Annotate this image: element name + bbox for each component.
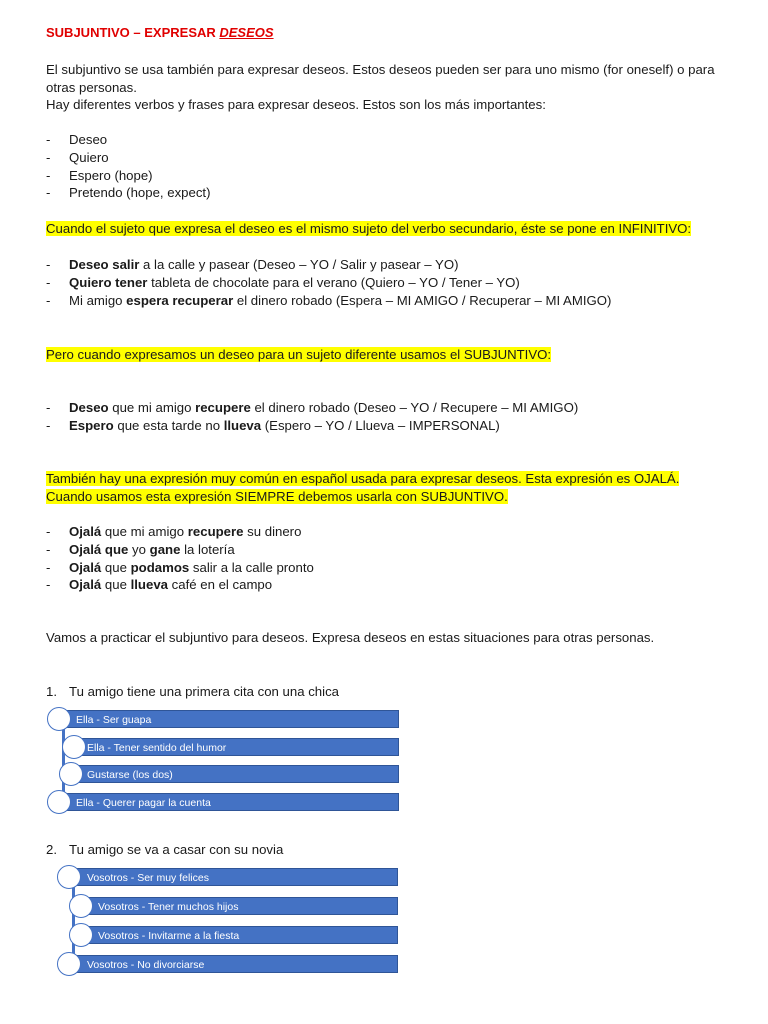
diagram-bar: Ella - Querer pagar la cuenta (55, 793, 399, 811)
document-title (46, 24, 736, 42)
examples-infinitive-block (46, 256, 736, 309)
title-prefix: SUBJUNTIVO – EXPRESAR (46, 25, 220, 40)
title-emphasis: DESEOS (219, 25, 274, 40)
examples-subjunctive (46, 399, 736, 435)
practice-instructions: Vamos a practicar el subjuntivo para deseos. Expresa deseos en estas situaciones para otras personas. (46, 630, 655, 645)
diagram-circle (62, 735, 86, 759)
examples-infinitive (46, 256, 736, 309)
highlighted-rule-1: Cuando el sujeto que expresa el deseo es el mismo sujeto del verbo secundario, éste se pone en INFINITIVO: (46, 221, 692, 236)
highlighted-rule-3-line-1: También hay una expresión muy común en español usada para expresar deseos. Esta expresión es OJALÁ. (46, 471, 680, 486)
intro-line-1: El subjuntivo se usa también para expresar deseos. Estos deseos pueden ser para uno mismo (for oneself) o para otras personas. (46, 62, 715, 95)
list-item: - Mi amigo espera recuperar el dinero robado (Espera – MI AMIGO / Recuperar – MI AMIGO) (46, 292, 736, 310)
examples-ojala (46, 523, 736, 594)
diagram-circle (69, 894, 93, 918)
diagram-bar: Gustarse (los dos) (72, 765, 399, 783)
diagram-circle (47, 707, 71, 731)
diagram-bar: Vosotros - Tener muchos hijos (79, 897, 398, 915)
diagram-bar: Vosotros - Invitarme a la fiesta (79, 926, 398, 944)
list-item: - Deseo (46, 131, 736, 149)
intro-line-2: Hay diferentes verbos y frases para expresar deseos. Estos son los más importantes: (46, 97, 546, 112)
verbs-list-block (46, 131, 736, 202)
diagram-circle (69, 923, 93, 947)
diagram-bar: Vosotros - Ser muy felices (65, 868, 398, 886)
list-item: - Pretendo (hope, expect) (46, 184, 736, 202)
list-item: - Espero (hope) (46, 167, 736, 185)
examples-ojala-block (46, 523, 736, 594)
intro-paragraph (46, 61, 736, 114)
highlighted-rule-2: Pero cuando expresamos un deseo para un sujeto diferente usamos el SUBJUNTIVO: (46, 347, 552, 362)
exercise-1-heading: 1. Tu amigo tiene una primera cita con una chica (46, 684, 340, 699)
diagram-circle (59, 762, 83, 786)
diagram-bar: Ella - Tener sentido del humor (72, 738, 399, 756)
diagram-connector (62, 720, 65, 800)
rule-infinitive (46, 220, 736, 238)
list-item: - Deseo que mi amigo recupere el dinero robado (Deseo – YO / Recupere – MI AMIGO) (46, 399, 736, 417)
diagram-circle (57, 865, 81, 889)
list-item: - Espero que esta tarde no llueva (Espero – YO / Llueva – IMPERSONAL) (46, 417, 736, 435)
list-item: - Ojalá que yo gane la lotería (46, 541, 736, 559)
diagram-circle (47, 790, 71, 814)
list-item: - Quiero (46, 149, 736, 167)
rule-ojala (46, 470, 736, 505)
list-item: - Ojalá que llueva café en el campo (46, 576, 736, 594)
diagram-bar: Vosotros - No divorciarse (65, 955, 398, 973)
list-item: - Quiero tener tableta de chocolate para el verano (Quiero – YO / Tener – YO) (46, 274, 736, 292)
diagram-circle (57, 952, 81, 976)
list-item: - Deseo salir a la calle y pasear (Deseo – YO / Salir y pasear – YO) (46, 256, 736, 274)
list-item: - Ojalá que podamos salir a la calle pronto (46, 559, 736, 577)
highlighted-rule-3-line-2: Cuando usamos esta expresión SIEMPRE debemos usarla con SUBJUNTIVO. (46, 488, 508, 504)
verbs-list (46, 131, 736, 202)
diagram-bar: Ella - Ser guapa (55, 710, 399, 728)
examples-subjunctive-block (46, 399, 736, 435)
rule-subjunctive (46, 346, 736, 364)
exercise-2-heading: 2. Tu amigo se va a casar con su novia (46, 842, 284, 857)
list-item: - Ojalá que mi amigo recupere su dinero (46, 523, 736, 541)
